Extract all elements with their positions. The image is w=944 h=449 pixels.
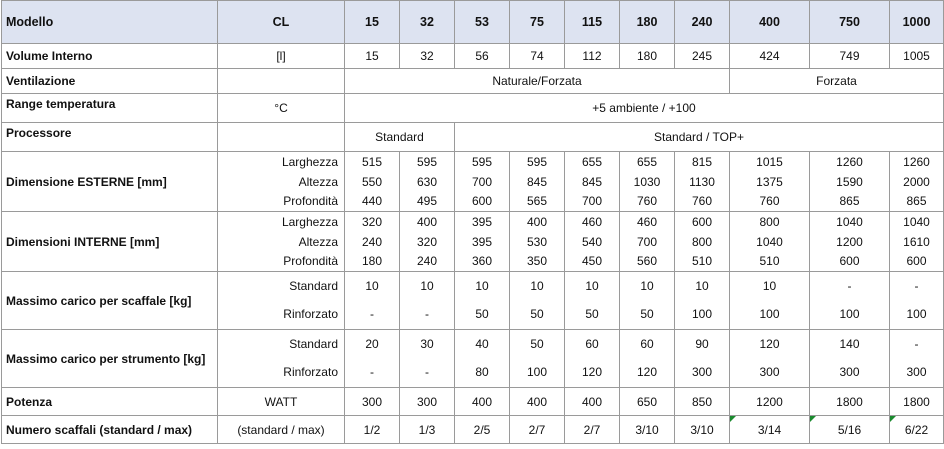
table-cell: 10 [455, 272, 510, 300]
table-cell: 320 [345, 212, 400, 232]
table-cell: 600 [455, 192, 510, 212]
table-cell: 460 [620, 212, 675, 232]
table-cell: 600 [675, 212, 730, 232]
table-cell: 100 [810, 300, 890, 330]
interne-label: Dimensioni INTERNE [mm] [2, 212, 218, 272]
model-400: 400 [730, 1, 810, 44]
table-cell: 400 [510, 388, 565, 416]
table-cell: 1260 [890, 152, 944, 172]
table-cell: 112 [565, 44, 620, 69]
table-cell: 300 [730, 358, 810, 388]
range-label: Range temperatura [2, 94, 218, 123]
table-cell: 400 [455, 388, 510, 416]
table-cell: 749 [810, 44, 890, 69]
processore-label: Processore [2, 123, 218, 152]
model-32: 32 [400, 1, 455, 44]
table-cell: 320 [400, 232, 455, 252]
table-cell: 100 [675, 300, 730, 330]
table-cell: 180 [620, 44, 675, 69]
table-cell: 1800 [890, 388, 944, 416]
potenza-row [2, 388, 944, 416]
table-cell: 595 [400, 152, 455, 172]
table-cell: 2000 [890, 172, 944, 192]
table-cell: 245 [675, 44, 730, 69]
table-cell: 3/10 [620, 416, 675, 444]
range-row [2, 94, 944, 123]
table-cell: 60 [620, 330, 675, 358]
carico-strumento-label: Massimo carico per strumento [kg] [2, 330, 218, 388]
table-cell: 655 [620, 152, 675, 172]
scaffali-row [2, 416, 944, 444]
table-cell: 550 [345, 172, 400, 192]
volume-label: Volume Interno [2, 44, 218, 69]
sub-label: Standard [218, 272, 345, 300]
table-cell: 360 [455, 252, 510, 272]
table-cell: 495 [400, 192, 455, 212]
table-cell: 515 [345, 152, 400, 172]
table-cell: 6/22 [890, 416, 944, 444]
processore-standard: Standard [345, 123, 455, 152]
ventilazione-label: Ventilazione [2, 69, 218, 94]
sub-label: Profondità [218, 192, 345, 212]
table-cell: 50 [620, 300, 675, 330]
table-cell: 3/14 [730, 416, 810, 444]
table-cell: 1200 [730, 388, 810, 416]
spec-table [1, 0, 944, 444]
table-cell: 845 [510, 172, 565, 192]
ventilazione-row [2, 69, 944, 94]
table-cell: 10 [400, 272, 455, 300]
sub-label: Altezza [218, 172, 345, 192]
scaffali-unit: (standard / max) [218, 416, 345, 444]
range-unit: °C [218, 94, 345, 123]
sub-label: Altezza [218, 232, 345, 252]
table-cell: 1610 [890, 232, 944, 252]
table-cell: 300 [890, 358, 944, 388]
table-cell: 460 [565, 212, 620, 232]
table-cell: 50 [510, 300, 565, 330]
table-cell: 400 [565, 388, 620, 416]
empty-cell [218, 123, 345, 152]
table-cell: 10 [730, 272, 810, 300]
table-cell: 1/2 [345, 416, 400, 444]
table-cell: 40 [455, 330, 510, 358]
table-cell: 300 [810, 358, 890, 388]
table-cell: 20 [345, 330, 400, 358]
table-cell: 350 [510, 252, 565, 272]
table-cell: 655 [565, 152, 620, 172]
table-cell: 865 [890, 192, 944, 212]
table-cell: 30 [400, 330, 455, 358]
table-cell: 700 [620, 232, 675, 252]
table-cell: 240 [400, 252, 455, 272]
table-cell: 10 [345, 272, 400, 300]
table-cell: 540 [565, 232, 620, 252]
volume-row [2, 44, 944, 69]
table-cell: 595 [510, 152, 565, 172]
table-cell: 120 [620, 358, 675, 388]
table-cell: 1015 [730, 152, 810, 172]
table-cell: 50 [455, 300, 510, 330]
table-cell: 450 [565, 252, 620, 272]
table-cell: 650 [620, 388, 675, 416]
table-cell: 1375 [730, 172, 810, 192]
table-cell: 56 [455, 44, 510, 69]
table-cell: 400 [510, 212, 565, 232]
table-cell: 424 [730, 44, 810, 69]
table-cell: 600 [890, 252, 944, 272]
model-75: 75 [510, 1, 565, 44]
potenza-label: Potenza [2, 388, 218, 416]
table-cell: 120 [730, 330, 810, 358]
volume-unit: [l] [218, 44, 345, 69]
header-series: CL [218, 1, 345, 44]
empty-cell [218, 69, 345, 94]
table-cell: - [345, 300, 400, 330]
table-cell: 1/3 [400, 416, 455, 444]
carico-scaffale-label: Massimo carico per scaffale [kg] [2, 272, 218, 330]
model-15: 15 [345, 1, 400, 44]
sub-label: Rinforzato [218, 358, 345, 388]
table-cell: 100 [510, 358, 565, 388]
potenza-unit: WATT [218, 388, 345, 416]
model-750: 750 [810, 1, 890, 44]
table-cell: 700 [565, 192, 620, 212]
processore-row [2, 123, 944, 152]
table-cell: 240 [345, 232, 400, 252]
table-cell: 300 [400, 388, 455, 416]
table-cell: 760 [730, 192, 810, 212]
table-cell: 100 [890, 300, 944, 330]
table-cell: 74 [510, 44, 565, 69]
table-cell: 395 [455, 212, 510, 232]
table-cell: 760 [620, 192, 675, 212]
table-cell: 10 [510, 272, 565, 300]
table-cell: 865 [810, 192, 890, 212]
processore-top: Standard / TOP+ [455, 123, 944, 152]
table-cell: 10 [565, 272, 620, 300]
table-cell: 2/7 [565, 416, 620, 444]
table-cell: 1040 [890, 212, 944, 232]
model-53: 53 [455, 1, 510, 44]
table-cell: - [890, 272, 944, 300]
model-240: 240 [675, 1, 730, 44]
scaffali-label: Numero scaffali (standard / max) [2, 416, 218, 444]
table-cell: 510 [675, 252, 730, 272]
sub-label: Rinforzato [218, 300, 345, 330]
table-cell: 845 [565, 172, 620, 192]
table-cell: 1260 [810, 152, 890, 172]
table-cell: 300 [345, 388, 400, 416]
table-cell: 850 [675, 388, 730, 416]
ventilazione-forced: Forzata [730, 69, 944, 94]
table-cell: - [400, 358, 455, 388]
table-cell: 300 [675, 358, 730, 388]
esterne-label: Dimensione ESTERNE [mm] [2, 152, 218, 212]
table-cell: 600 [810, 252, 890, 272]
range-value: +5 ambiente / +100 [345, 94, 944, 123]
header-label: Modello [2, 1, 218, 44]
table-cell: 2/7 [510, 416, 565, 444]
table-cell: 560 [620, 252, 675, 272]
table-cell: 10 [620, 272, 675, 300]
table-cell: 800 [675, 232, 730, 252]
table-cell: 800 [730, 212, 810, 232]
sub-label: Larghezza [218, 212, 345, 232]
table-cell: 630 [400, 172, 455, 192]
table-cell: 815 [675, 152, 730, 172]
table-cell: 140 [810, 330, 890, 358]
esterne-row-larghezza [2, 152, 944, 172]
table-cell: 440 [345, 192, 400, 212]
table-cell: 1040 [810, 212, 890, 232]
table-cell: 1800 [810, 388, 890, 416]
table-cell: - [345, 358, 400, 388]
table-cell: 50 [510, 330, 565, 358]
table-cell: 32 [400, 44, 455, 69]
table-cell: 595 [455, 152, 510, 172]
table-cell: 2/5 [455, 416, 510, 444]
table-cell: 90 [675, 330, 730, 358]
table-cell: 100 [730, 300, 810, 330]
table-cell: 395 [455, 232, 510, 252]
sub-label: Profondità [218, 252, 345, 272]
model-1000: 1000 [890, 1, 944, 44]
table-cell: 1130 [675, 172, 730, 192]
table-cell: 120 [565, 358, 620, 388]
table-cell: - [890, 330, 944, 358]
table-cell: 80 [455, 358, 510, 388]
table-cell: 760 [675, 192, 730, 212]
table-cell: 1040 [730, 232, 810, 252]
table-cell: 510 [730, 252, 810, 272]
sub-label: Standard [218, 330, 345, 358]
table-cell: 1590 [810, 172, 890, 192]
table-cell: 50 [565, 300, 620, 330]
table-cell: 3/10 [675, 416, 730, 444]
header-row [2, 1, 944, 44]
table-cell: 1005 [890, 44, 944, 69]
table-cell: - [810, 272, 890, 300]
table-cell: 530 [510, 232, 565, 252]
table-cell: 1200 [810, 232, 890, 252]
table-cell: 180 [345, 252, 400, 272]
table-cell: 565 [510, 192, 565, 212]
carico-strumento-row-standard [2, 330, 944, 358]
table-cell: 400 [400, 212, 455, 232]
ventilazione-natural: Naturale/Forzata [345, 69, 730, 94]
sub-label: Larghezza [218, 152, 345, 172]
table-cell: 60 [565, 330, 620, 358]
carico-scaffale-row-standard [2, 272, 944, 300]
interne-row-larghezza [2, 212, 944, 232]
model-115: 115 [565, 1, 620, 44]
table-cell: 700 [455, 172, 510, 192]
model-180: 180 [620, 1, 675, 44]
table-cell: 1030 [620, 172, 675, 192]
table-cell: 15 [345, 44, 400, 69]
table-cell: 10 [675, 272, 730, 300]
table-cell: 5/16 [810, 416, 890, 444]
table-cell: - [400, 300, 455, 330]
